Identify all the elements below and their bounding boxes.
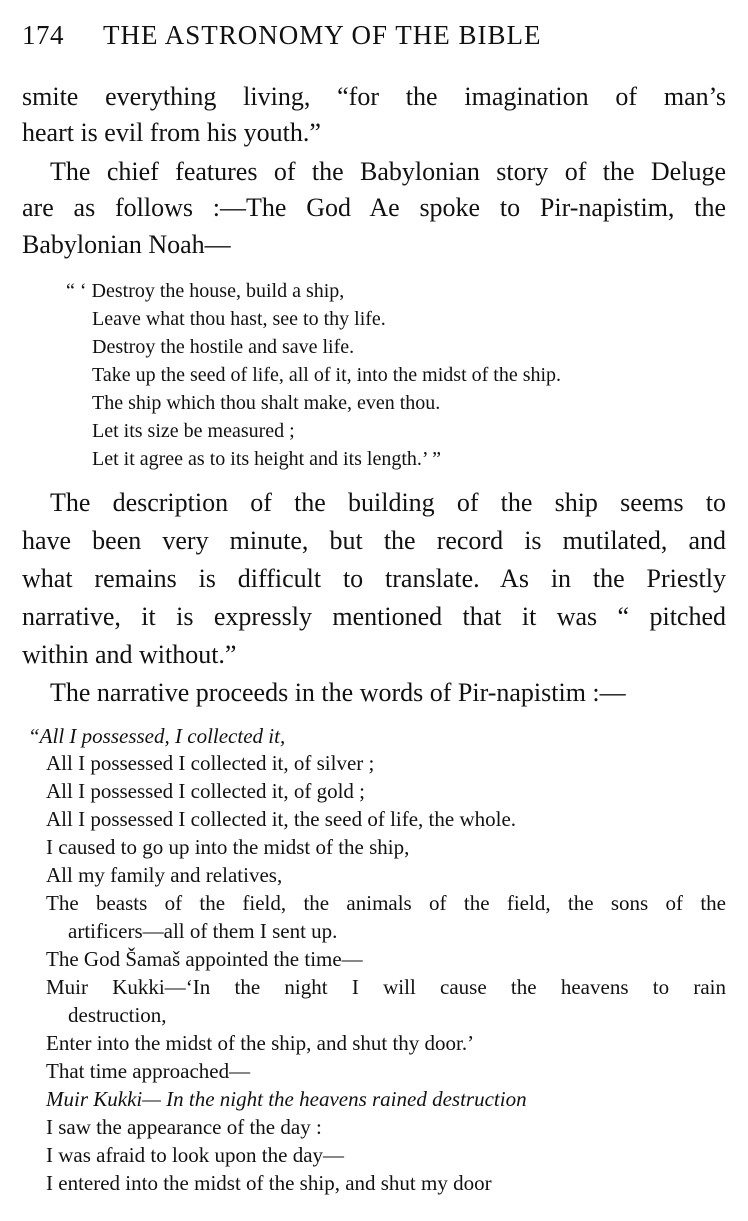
poem-1-line-4: Take up the seed of life, all of it, into the midst of the ship. (92, 364, 562, 386)
poem-2-line-12: Enter into the midst of the ship, and shut thy door.’ (46, 1031, 475, 1055)
poem-2-line-14: Muir Kukki— In the night the heavens rained destruction (46, 1087, 527, 1111)
paragraph-3-line-3: what remains is difficult to translate. As in the Priestly (22, 564, 726, 593)
poem-2-line-1: “All I possessed, I collected it, (28, 724, 286, 748)
paragraph-2-line-2: are as follows :—The God Ae spoke to Pir-napistim, the (22, 193, 726, 222)
poem-1-line-3: Destroy the hostile and save life. (92, 336, 355, 358)
page-number: 174 (22, 20, 64, 50)
poem-1-line-7: Let it agree as to its height and its length.’ ” (92, 448, 441, 470)
poem-1-line-6: Let its size be measured ; (92, 420, 295, 442)
poem-1-line-5: The ship which thou shalt make, even thou. (92, 392, 441, 414)
poem-2-line-7: The beasts of the field, the animals of the field, the sons of the (46, 891, 726, 915)
paragraph-3-line-4: narrative, it is expressly mentioned that it was “ pitched (22, 602, 726, 631)
paragraph-3-line-2: have been very minute, but the record is mutilated, and (22, 526, 726, 555)
paragraph-2-line-3: Babylonian Noah— (22, 230, 231, 259)
poem-2-line-15: I saw the appearance of the day : (46, 1115, 322, 1139)
poem-1-line-1: “ ‘ Destroy the house, build a ship, (66, 280, 345, 302)
paragraph-2-line-1: The chief features of the Babylonian story of the Deluge (50, 157, 726, 186)
page-header (22, 20, 726, 56)
paragraph-3-line-5: within and without.” (22, 640, 237, 669)
poem-2-line-10: Muir Kukki—‘In the night I will cause the heavens to rain (46, 975, 726, 999)
poem-2-line-2: All I possessed I collected it, of silver ; (46, 751, 375, 775)
poem-2-line-5: I caused to go up into the midst of the ship, (46, 835, 410, 859)
paragraph-3-line-1: The description of the building of the ship seems to (50, 488, 726, 517)
poem-2-line-6: All my family and relatives, (46, 863, 283, 887)
paragraph-1-line-1: smite everything living, “for the imagination of man’s (22, 82, 726, 111)
poem-2-line-11: destruction, (68, 1003, 167, 1027)
paragraph-4-line-1: The narrative proceeds in the words of Pir-napistim :— (50, 678, 626, 707)
poem-2-line-3: All I possessed I collected it, of gold ; (46, 779, 366, 803)
poem-2-line-16: I was afraid to look upon the day— (46, 1143, 345, 1167)
poem-2-line-13: That time approached— (46, 1059, 251, 1083)
poem-1-line-2: Leave what thou hast, see to thy life. (92, 308, 386, 330)
poem-2-line-9: The God Šamaš appointed the time— (46, 947, 363, 971)
poem-2-line-17: I entered into the midst of the ship, and shut my door (46, 1171, 492, 1195)
poem-2-line-4: All I possessed I collected it, the seed of life, the whole. (46, 807, 517, 831)
poem-2-line-8: artificers—all of them I sent up. (68, 919, 338, 943)
paragraph-1-line-2: heart is evil from his youth.” (22, 118, 321, 147)
running-head: THE ASTRONOMY OF THE BIBLE (103, 20, 542, 50)
